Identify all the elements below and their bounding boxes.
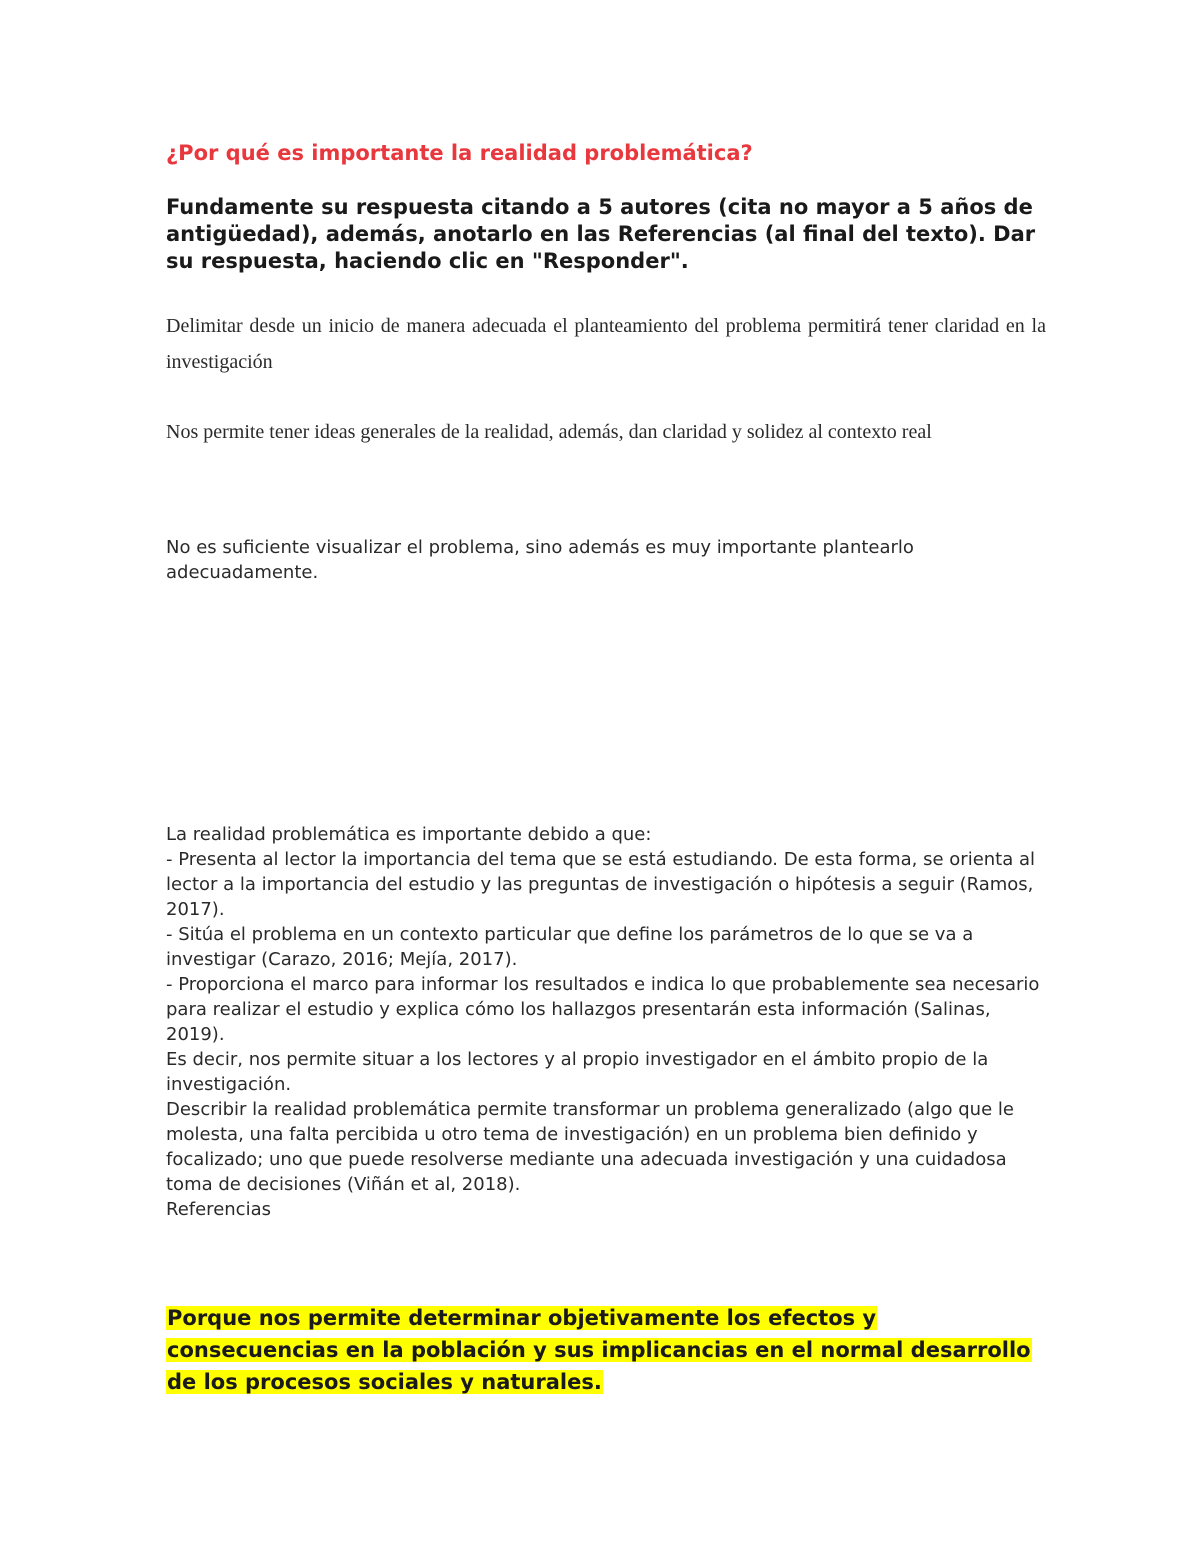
paragraph-ideas-generales: Nos permite tener ideas generales de la realidad, además, dan claridad y solidez al contexto real xyxy=(166,421,932,443)
answer-point-importancia: - Presenta al lector la importancia del tema que se está estudiando. De esta forma, se orienta al lector a la importancia del estudio y las preguntas de investigación o hipótesis a seguir (Ramos, 2017). xyxy=(166,849,1036,920)
answer-es-decir: Es decir, nos permite situar a los lectores y al propio investigador en el ámbito propio de la investigación. xyxy=(166,1049,989,1095)
answer-block xyxy=(166,822,1046,1222)
answer-describir: Describir la realidad problemática permite transformar un problema generalizado (algo que le molesta, una falta percibida u otro tema de investigación) en un problema bien definido y focalizado; uno que puede resolverse mediante una adecuada investigación y una cuidadosa toma de decisiones (Viñán et al, 2018). xyxy=(166,1099,1014,1195)
paragraph-delimitar: Delimitar desde un inicio de manera adecuada el planteamiento del problema permitirá tener claridad en la investigación xyxy=(166,315,1046,373)
answer-intro-line: La realidad problemática es importante debido a que: xyxy=(166,824,652,845)
highlighted-answer-text: Porque nos permite determinar objetivamente los efectos y consecuencias en la población y sus implicancias en el normal desarrollo de los procesos sociales y naturales. xyxy=(167,1306,1031,1394)
question-heading: ¿Por qué es importante la realidad problemática? xyxy=(166,141,753,165)
answer-point-marco: - Proporciona el marco para informar los resultados e indica lo que probablemente sea necesario para realizar el estudio y explica cómo los hallazgos presentarán esta información (Salinas, 2019). xyxy=(166,974,1040,1045)
instruction-text: Fundamente su respuesta citando a 5 autores (cita no mayor a 5 años de antigüedad), además, anotarlo en las Referencias (al final del texto). Dar su respuesta, haciendo clic en "Responder". xyxy=(166,195,1036,273)
highlighted-answer xyxy=(166,1302,1046,1398)
references-label: Referencias xyxy=(166,1199,271,1220)
paragraph-visualizar: No es suficiente visualizar el problema, sino además es muy importante plantearlo adecuadamente. xyxy=(166,537,914,583)
answer-point-contexto: - Sitúa el problema en un contexto particular que define los parámetros de lo que se va a investigar (Carazo, 2016; Mejía, 2017). xyxy=(166,924,974,970)
